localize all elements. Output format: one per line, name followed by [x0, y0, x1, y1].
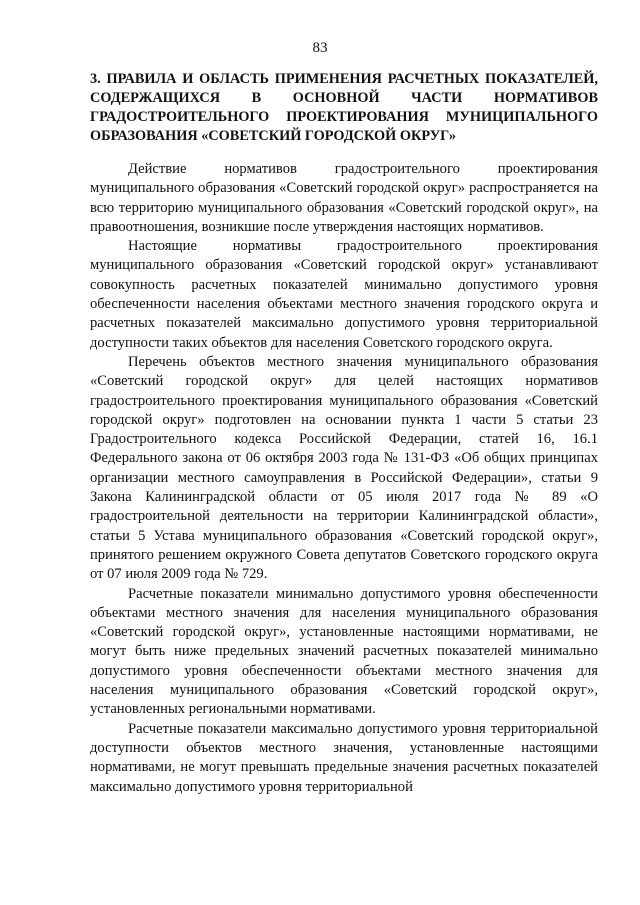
page-number: 83 — [312, 40, 328, 56]
section-heading: 3. ПРАВИЛА И ОБЛАСТЬ ПРИМЕНЕНИЯ РАСЧЕТНЫХ ПОКАЗАТЕЛЕЙ, СОДЕРЖАЩИХСЯ В ОСНОВНОЙ ЧАСТИ НОРМАТИВОВ ГРАДОСТРОИТЕЛЬНОГО ПРОЕКТИРОВАНИЯ МУНИЦИПАЛЬНОГО ОБРАЗОВАНИЯ «СОВЕТСКИЙ ГОРОДСКОЙ ОКРУГ» — [90, 71, 598, 144]
paragraph-scope: Действие нормативов градостроительного проектирования муниципального образования «Советский городской округ» распространяется на всю территорию муниципального образования «Советский городской округ», на правоотношения, возникшие после утверждения настоящих нормативов. — [90, 161, 598, 235]
paragraph-minimum-level: Расчетные показатели минимально допустимого уровня обеспеченности объектами местного значения для населения муниципального образования «Советский городской округ», установленные настоящими нормативами, не могут быть ниже предельных значений расчетных показателей минимально допустимого уровня обеспеченности объектами местного значения для населения муниципального образования «Советский городской округ», установленных региональными нормативами. — [90, 585, 598, 718]
paragraph-maximum-level: Расчетные показатели максимально допустимого уровня территориальной доступности объектов местного значения, установленные настоящими нормативами, не могут превышать предельные значения расчетных показателей максимально допустимого уровня территориальной — [90, 720, 598, 795]
body-text — [90, 160, 598, 797]
paragraph-indicators: Настоящие нормативы градостроительного проектирования муниципального образования «Советский городской округ» устанавливают совокупность расчетных показателей минимально допустимого уровня обеспеченности населения объектами местного значения городского округа и расчетных показателей максимально допустимого уровня территориальной доступности таких объектов для населения Советского городского округа. — [90, 238, 598, 351]
paragraph-legal-basis: Перечень объектов местного значения муниципального образования «Советский городской округ» для целей настоящих нормативов градостроительного проектирования муниципального образования «Советский городской округ» подготовлен на основании пункта 1 части 5 статьи 23 Градостроительного кодекса Российской Федерации, статей 16, 16.1 Федерального закона от 06 октября 2003 года № 131-ФЗ «Об общих принципах организации местного самоуправления в Российской Федерации», статьи 9 Закона Калининградской области от 05 июля 2017 года № 89 «О градостроительной деятельности на территории Калининградской области», статьи 5 Устава муниципального образования «Советский городской округ», принятого решением окружного Совета депутатов Советского городского округа от 07 июля 2009 года № 729. — [90, 353, 598, 583]
